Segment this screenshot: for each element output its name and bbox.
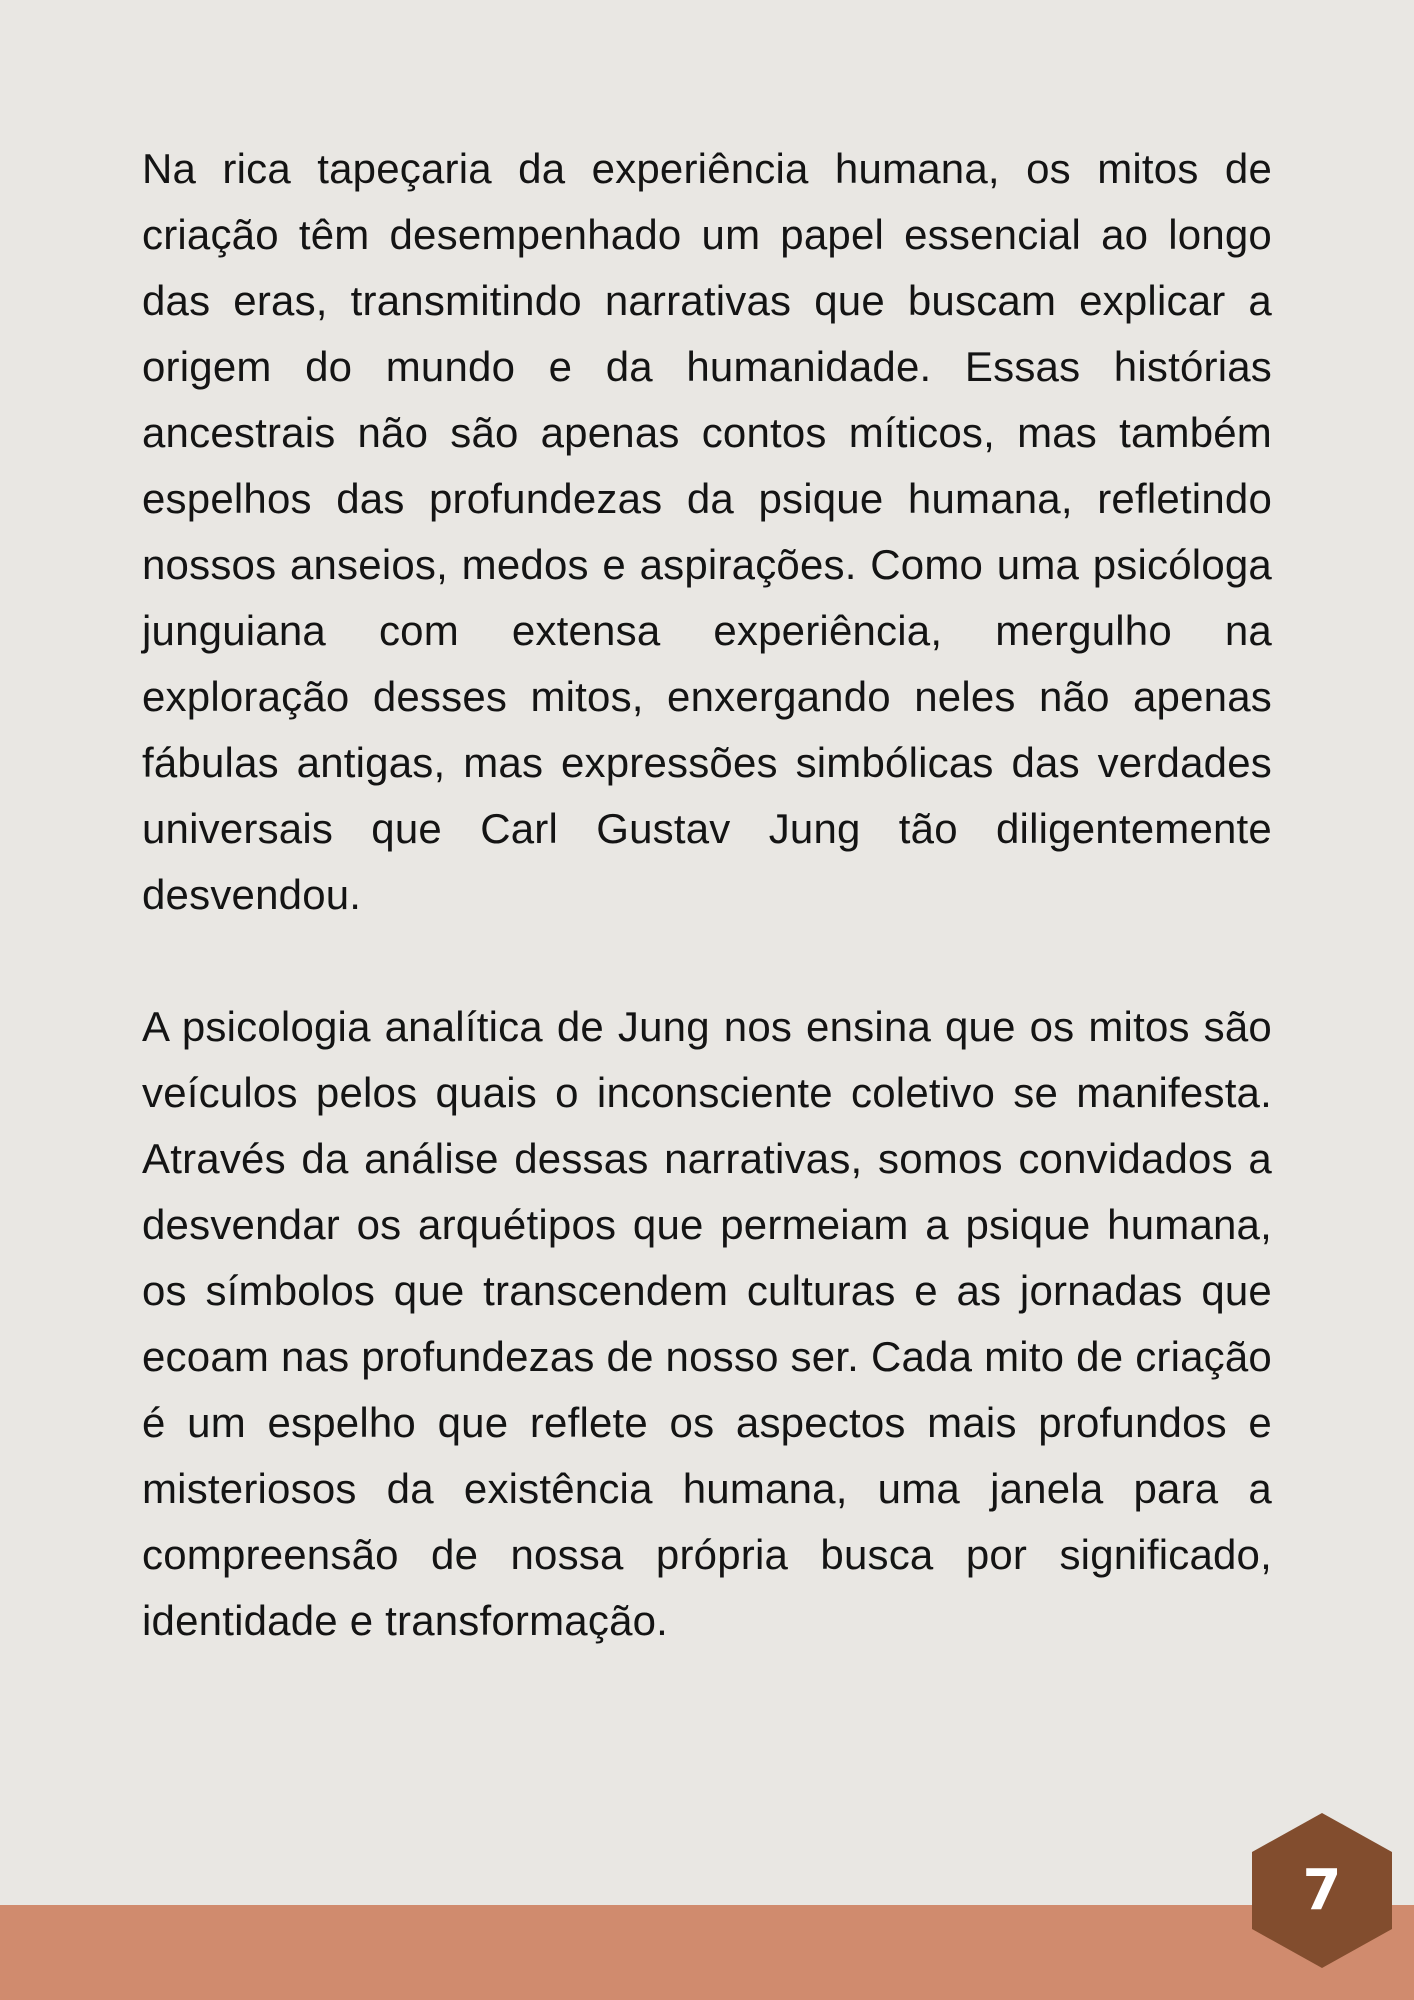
footer-band <box>0 1905 1414 2000</box>
page-number-badge <box>1252 1813 1392 1968</box>
page-body <box>142 136 1272 1654</box>
body-paragraph-1: Na rica tapeçaria da experiência humana, os mitos de criação têm desempenhado um papel essencial ao longo das eras, transmitindo narrativas que buscam explicar a origem do mundo e da humanidade. Essas histórias ancestrais não são apenas contos míticos, mas também espelhos das profundezas da psique humana, refletindo nossos anseios, medos e aspirações. Como uma psicóloga junguiana com extensa experiência, mergulho na exploração desses mitos, enxergando neles não apenas fábulas antigas, mas expressões simbólicas das verdades universais que Carl Gustav Jung tão diligentemente desvendou. <box>142 145 1272 918</box>
body-paragraph-2: A psicologia analítica de Jung nos ensina que os mitos são veículos pelos quais o inconsciente coletivo se manifesta. Através da análise dessas narrativas, somos convidados a desvendar os arquétipos que permeiam a psique humana, os símbolos que transcendem culturas e as jornadas que ecoam nas profundezas de nosso ser. Cada mito de criação é um espelho que reflete os aspectos mais profundos e misteriosos da existência humana, uma janela para a compreensão de nossa própria busca por significado, identidade e transformação. <box>142 1003 1272 1644</box>
page-number: 7 <box>1302 1858 1342 1923</box>
